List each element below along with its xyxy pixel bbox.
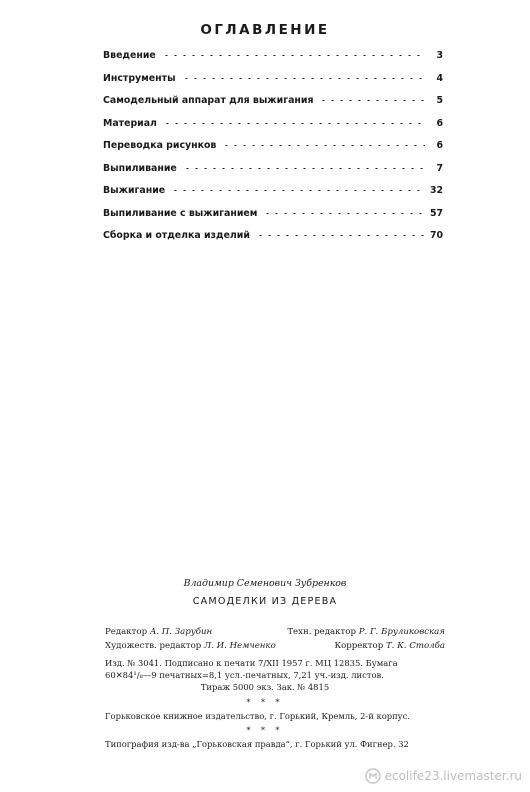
separator-stars: * * * [246,726,284,735]
toc-row [103,140,443,163]
editor-credit [105,627,212,637]
art-editor-credit [105,641,276,651]
toc-row [103,50,443,73]
toc-row-label: Выпиливание [103,162,177,174]
author-name: Владимир Семенович Зубренков [183,578,347,589]
toc-row [103,208,443,231]
tech-editor-label: Техн. редактор [287,627,356,637]
toc-row-page: 6 [436,117,443,129]
toc-row-label: Выжигание [103,185,166,196]
toc-row-label: Введение [103,50,156,61]
toc-row-page: 6 [436,140,443,151]
separator-stars: * * * [246,698,284,707]
art-editor-label: Художеств. редактор [105,641,202,651]
toc-row-page: 57 [429,207,443,219]
toc-row [103,230,443,253]
toc-row-page: 3 [436,50,443,61]
tech-editor-name: Р. Г. Бруликовская [358,627,445,637]
credits-row-1 [105,627,445,637]
watermark [365,768,522,784]
toc-row-page: 4 [436,72,443,84]
toc-row [103,163,443,186]
editor-label: Редактор [105,627,148,637]
livemaster-logo-icon [365,768,381,784]
toc-row-label: Инструменты [103,72,176,84]
tech-editor-credit [287,627,445,637]
art-editor-name: Л. И. Немченко [204,641,276,651]
toc-row [103,73,443,96]
toc-leader-dots [162,55,425,56]
credits-row-2 [105,641,445,651]
toc-row-page: 7 [436,162,443,174]
print-info-line-3: Тираж 5000 экз. Зак. № 4815 [200,682,330,692]
print-info-line-1: Изд. № 3041. Подписано к печати 7/XII 1957 г. МЦ 12835. Бумага [105,658,398,668]
table-of-contents [103,50,443,253]
toc-row-label: Самодельный аппарат для выжигания [103,95,314,106]
publisher-line: Горьковское книжное издательство, г. Горький, Кремль, 2-й корпус. [105,711,410,721]
toc-leader-dots [263,213,423,214]
toc-leader-dots [183,168,425,169]
toc-row [103,118,443,141]
toc-leader-dots [319,100,425,101]
toc-row-label: Выпиливание с выжиганием [103,207,258,219]
book-title: САМОДЕЛКИ ИЗ ДЕРЕВА [192,596,338,607]
toc-leader-dots [171,190,424,191]
toc-row-page: 70 [429,230,443,241]
toc-leader-dots [182,78,425,79]
toc-row-label: Материал [103,117,157,129]
toc-row-label: Сборка и отделка изделий [103,230,250,241]
printer-line: Типография изд-ва „Горьковская правда“, г. Горький ул. Фигнер. 32 [105,739,409,749]
print-info-line-2: 60✕84¹/₈—9 печатных=8,1 усл.-печатных, 7,21 уч.-изд. листов. [105,670,384,680]
toc-leader-dots [256,235,424,236]
toc-leader-dots [163,123,425,124]
watermark-text: ecolife23.livemaster.ru [384,769,522,783]
toc-row-page: 32 [429,185,443,196]
toc-row-label: Переводка рисунков [103,140,217,151]
corrector-name: Т. К. Столба [385,641,445,651]
toc-row-page: 5 [436,95,443,106]
toc-row [103,185,443,208]
corrector-credit [334,641,445,651]
toc-row [103,95,443,118]
toc-title: ОГЛАВЛЕНИЕ [200,22,330,38]
toc-leader-dots [222,145,425,146]
corrector-label: Корректор [334,641,384,651]
editor-name: А. П. Зарубин [149,627,213,637]
